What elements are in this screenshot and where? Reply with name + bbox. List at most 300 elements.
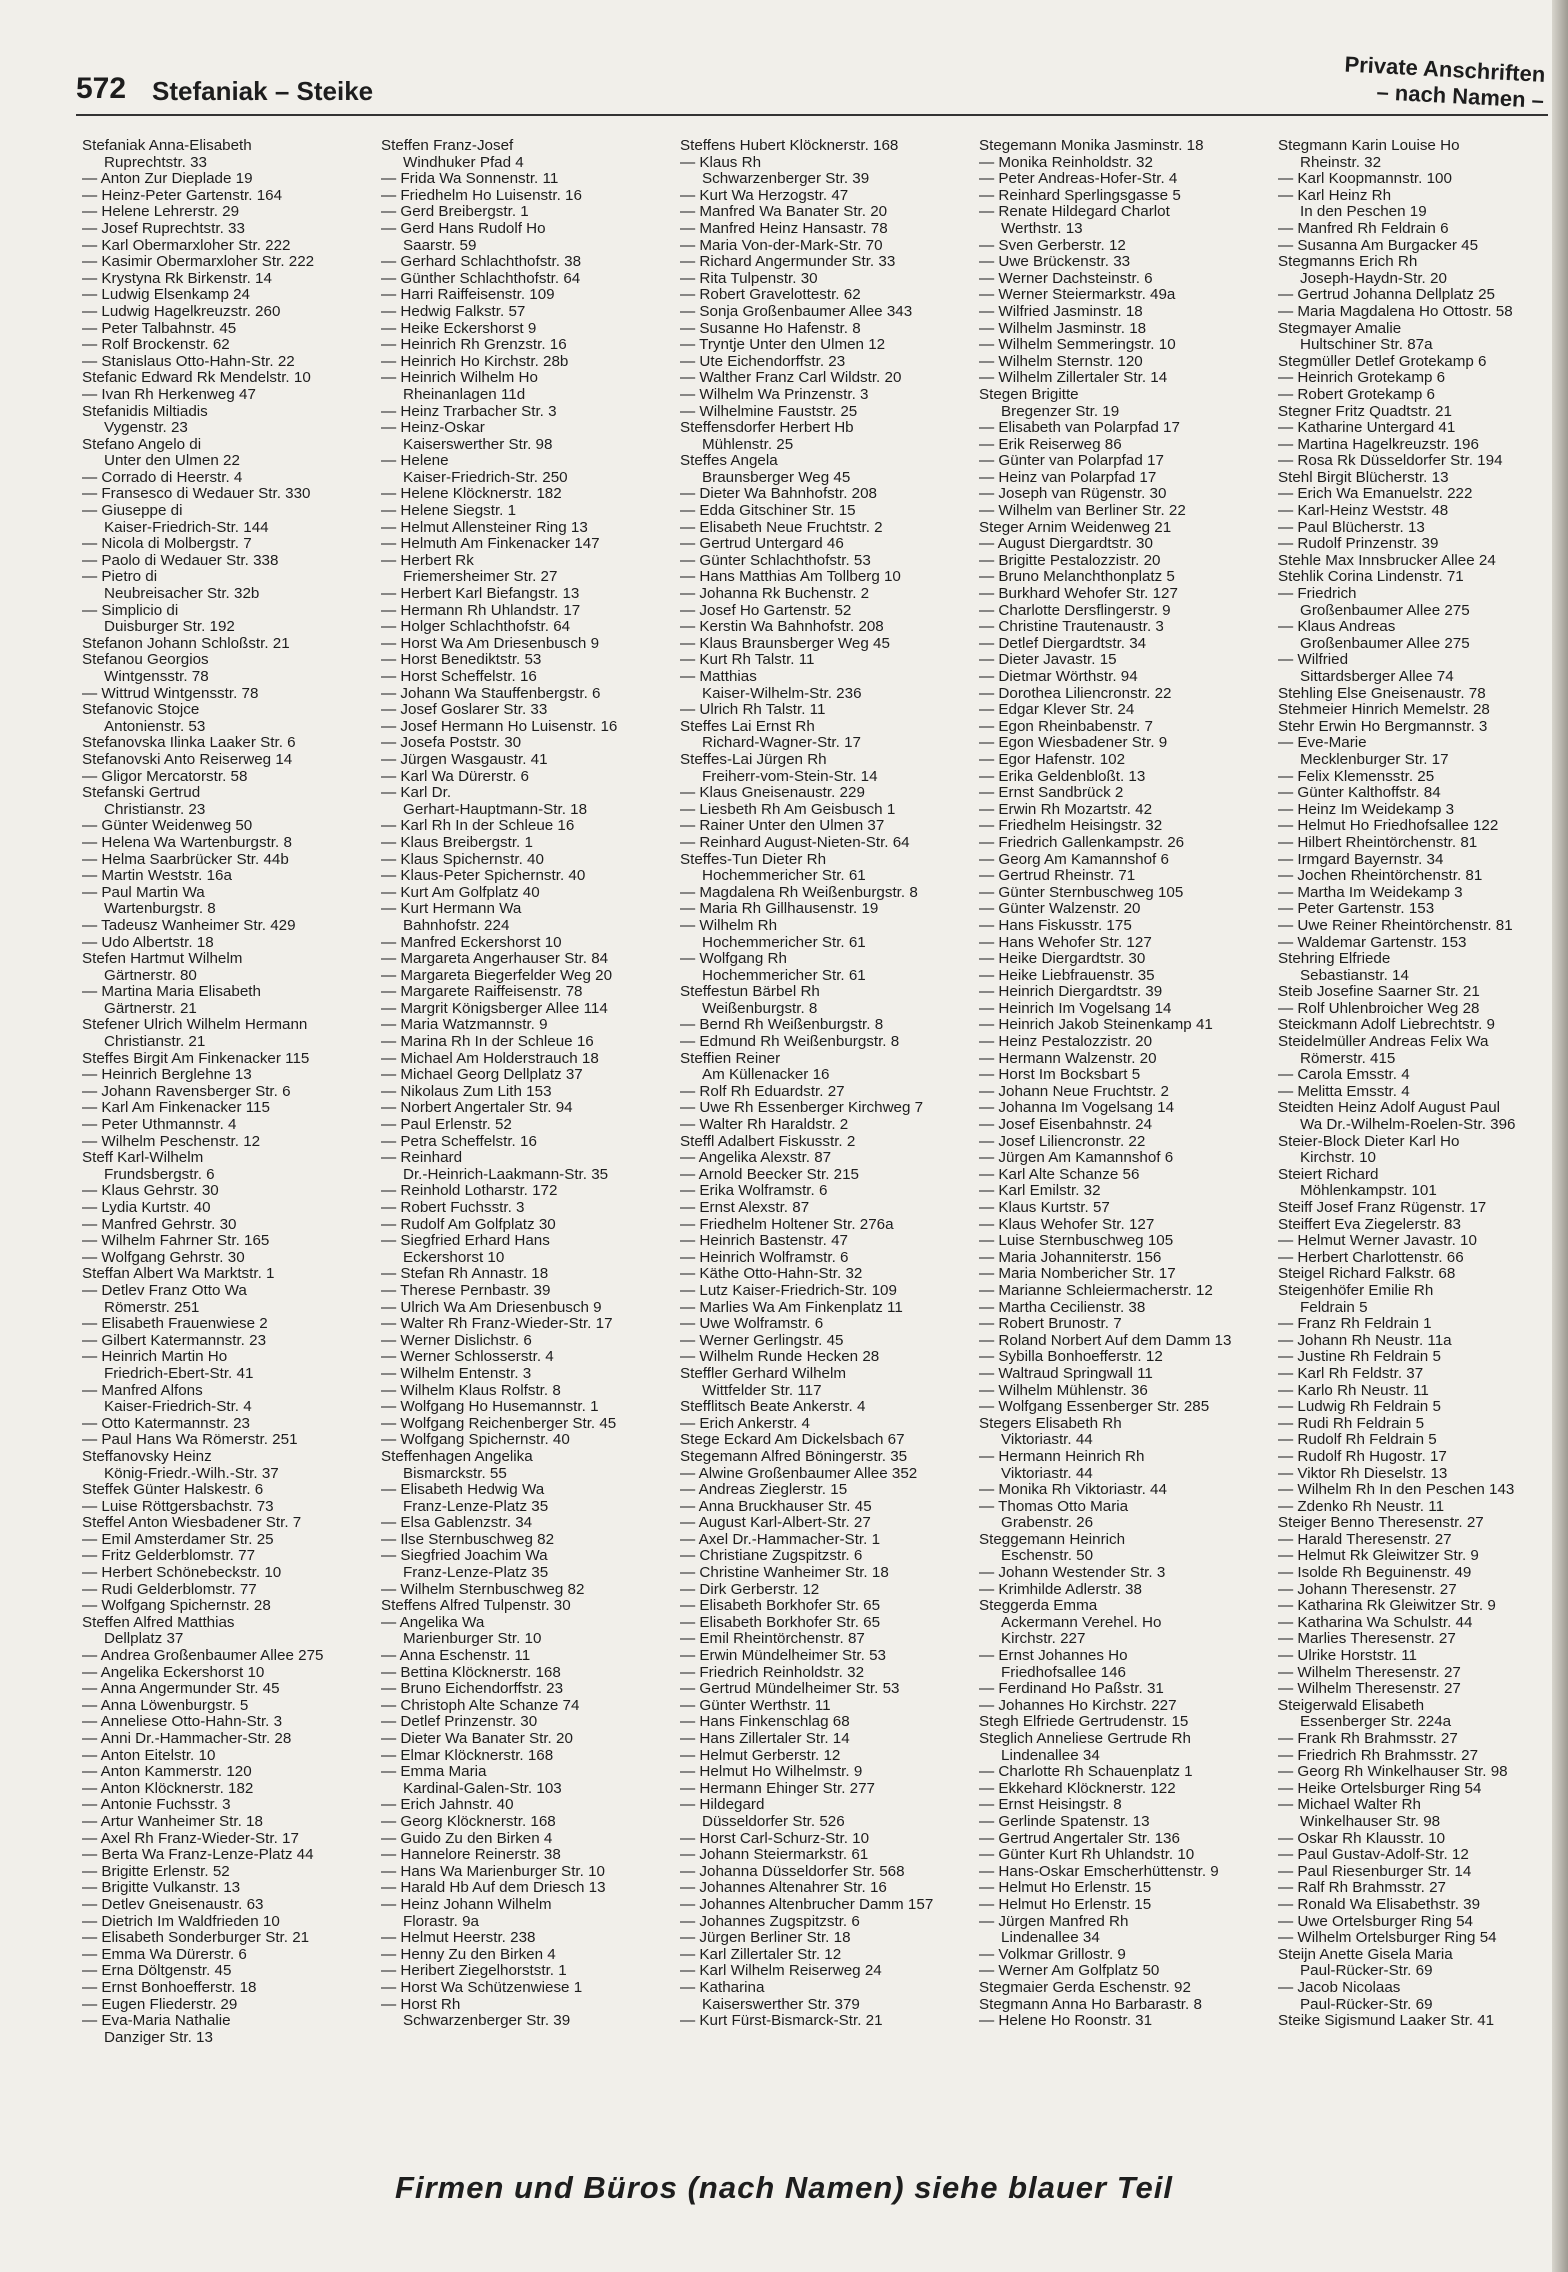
page-title: Stefaniak – Steike bbox=[152, 76, 374, 106]
directory-entry: — Erwin Rh Mozartstr. 42 bbox=[979, 800, 1153, 818]
directory-entry: — Rita Tulpenstr. 30 bbox=[680, 269, 818, 287]
directory-entry: — Tadeusz Wanheimer Str. 429 bbox=[82, 916, 296, 934]
directory-entry: — Ernst Johannes Ho bbox=[979, 1647, 1128, 1665]
directory-entry: — Gerhard Schlachthofstr. 38 bbox=[381, 253, 582, 271]
directory-entry: — Felix Klemensstr. 25 bbox=[1278, 767, 1435, 785]
address-continuation: Duisburger Str. 192 bbox=[104, 618, 235, 636]
directory-entry: — Georg Am Kamannshof 6 bbox=[979, 850, 1169, 868]
directory-entry: — Martina Maria Elisabeth bbox=[82, 983, 261, 1001]
address-continuation: Friedhofsallee 146 bbox=[1001, 1663, 1126, 1681]
directory-entry: — Katharina Rk Gleiwitzer Str. 9 bbox=[1278, 1597, 1496, 1615]
directory-entry: — Wilhelm Zillertaler Str. 14 bbox=[979, 369, 1168, 387]
directory-entry: — Joseph van Rügenstr. 30 bbox=[979, 485, 1167, 503]
directory-entry: — Egon Rheinbabenstr. 7 bbox=[979, 717, 1153, 735]
directory-entry: Steiger Benno Theresenstr. 27 bbox=[1278, 1514, 1484, 1532]
directory-entry: Stefanski Gertrud bbox=[82, 784, 201, 802]
directory-entry: — Katharina bbox=[680, 1978, 765, 1996]
directory-entry: — Manfred Rh Feldrain 6 bbox=[1278, 219, 1449, 237]
directory-entry: — Elsa Gablenzstr. 34 bbox=[381, 1514, 533, 1532]
directory-entry: — Ulrich Wa Am Driesenbusch 9 bbox=[381, 1298, 602, 1316]
directory-entry: — Jürgen Am Kamannshof 6 bbox=[979, 1149, 1174, 1167]
directory-entry: Stefaniak Anna-Elisabeth bbox=[82, 137, 252, 154]
directory-entry: — Roland Norbert Auf dem Damm 13 bbox=[979, 1331, 1232, 1349]
directory-entry: — Wolfgang Reichenberger Str. 45 bbox=[381, 1414, 617, 1432]
directory-entry: — Wilhelm Wa Prinzenstr. 3 bbox=[680, 385, 869, 403]
directory-entry: — Herbert Charlottenstr. 66 bbox=[1278, 1248, 1464, 1266]
directory-entry: — Günter van Polarpfad 17 bbox=[979, 452, 1164, 470]
directory-entry: Stehring Elfriede bbox=[1278, 950, 1391, 968]
directory-entry: — Helmut Werner Javastr. 10 bbox=[1278, 1232, 1477, 1250]
directory-entry: — Kurt Wa Herzogstr. 47 bbox=[680, 186, 849, 204]
directory-entry: — Dietrich Im Waldfrieden 10 bbox=[82, 1912, 280, 1930]
directory-entry: Steickmann Adolf Liebrechtstr. 9 bbox=[1278, 1016, 1495, 1034]
section-title bbox=[1343, 51, 1546, 113]
directory-entry: — Josef Eisenbahnstr. 24 bbox=[979, 1116, 1153, 1134]
directory-entry: — Heike Eckershorst 9 bbox=[381, 319, 537, 337]
directory-entry: — Karl Am Finkenacker 115 bbox=[82, 1099, 270, 1117]
directory-entry: — Karl Koopmannstr. 100 bbox=[1278, 170, 1452, 188]
directory-entry: Stegmayer Amalie bbox=[1278, 319, 1402, 337]
directory-entry: — Johanna Im Vogelsang 14 bbox=[979, 1099, 1175, 1117]
directory-entry: — Harald Hb Auf dem Driesch 13 bbox=[381, 1879, 606, 1897]
address-continuation: Bahnhofstr. 224 bbox=[403, 916, 510, 934]
directory-entry: — Heribert Ziegelhorststr. 1 bbox=[381, 1962, 567, 1980]
directory-entry: Steidten Heinz Adolf August Paul bbox=[1278, 1099, 1501, 1117]
page-number: 572 bbox=[76, 72, 127, 105]
directory-entry: — Fransesco di Wedauer Str. 330 bbox=[82, 485, 311, 503]
directory-entry: — Tryntje Unter den Ulmen 12 bbox=[680, 336, 886, 354]
directory-entry: — Karlo Rh Neustr. 11 bbox=[1278, 1381, 1429, 1399]
directory-entry: — Johannes Altenbrucher Damm 157 bbox=[680, 1895, 934, 1913]
directory-entry: — Helene Klöcknerstr. 182 bbox=[381, 485, 562, 503]
directory-entry: — Edmund Rh Weißenburgstr. 8 bbox=[680, 1033, 900, 1051]
address-continuation: Unter den Ulmen 22 bbox=[104, 452, 240, 470]
directory-entry: — Helene Ho Roonstr. 31 bbox=[979, 2012, 1153, 2030]
directory-entry: Stefanidis Miltiadis bbox=[82, 402, 208, 420]
directory-entry: — Martha Cecilienstr. 38 bbox=[979, 1298, 1146, 1316]
directory-entry: — Horst Carl-Schurz-Str. 10 bbox=[680, 1829, 870, 1847]
address-continuation: König-Friedr.-Wilh.-Str. 37 bbox=[104, 1464, 279, 1482]
directory-entry: — Heinrich Jakob Steinenkamp 41 bbox=[979, 1016, 1213, 1034]
address-continuation: Christianstr. 21 bbox=[104, 1033, 206, 1051]
directory-entry: — Uwe Rh Essenberger Kirchweg 7 bbox=[680, 1099, 924, 1117]
directory-entry: — Karl Rh In der Schleue 16 bbox=[381, 817, 575, 835]
directory-entry: — Andreas Zieglerstr. 15 bbox=[680, 1481, 848, 1499]
directory-entry: — Johann Ravensberger Str. 6 bbox=[82, 1082, 291, 1100]
directory-entry: — Siegfried Joachim Wa bbox=[381, 1547, 548, 1565]
directory-entry: — Carola Emsstr. 4 bbox=[1278, 1066, 1410, 1084]
directory-entry: — Dorothea Liliencronstr. 22 bbox=[979, 684, 1172, 702]
address-continuation: Antonienstr. 53 bbox=[104, 717, 206, 735]
address-continuation: Viktoriastr. 44 bbox=[1001, 1431, 1093, 1449]
directory-entry: — Hans Finkenschlag 68 bbox=[680, 1713, 850, 1731]
directory-entry: — Johann Neue Fruchtstr. 2 bbox=[979, 1082, 1169, 1100]
directory-entry: — Burkhard Wehofer Str. 127 bbox=[979, 585, 1178, 603]
directory-entry: — Wilhelm Sternbuschweg 82 bbox=[381, 1580, 585, 1598]
address-continuation: Friemersheimer Str. 27 bbox=[403, 568, 558, 586]
directory-entry: — Egor Hafenstr. 102 bbox=[979, 750, 1126, 768]
directory-entry: — Giuseppe di bbox=[82, 502, 183, 520]
directory-entry: — Marlies Wa Am Finkenplatz 11 bbox=[680, 1298, 903, 1316]
directory-entry: — Klaus Wehofer Str. 127 bbox=[979, 1215, 1155, 1233]
directory-entry: — Antonie Fuchsstr. 3 bbox=[82, 1796, 231, 1814]
directory-entry: Steggerda Emma bbox=[979, 1597, 1098, 1615]
directory-entry: — Reinhard bbox=[381, 1149, 463, 1167]
directory-entry: — Hans Zillertaler Str. 14 bbox=[680, 1730, 850, 1747]
directory-entry: Stefanic Edward Rk Mendelstr. 10 bbox=[82, 369, 311, 387]
directory-entry: — Helmut Rk Gleiwitzer Str. 9 bbox=[1278, 1547, 1479, 1565]
directory-entry: — Uwe Wolframstr. 6 bbox=[680, 1315, 824, 1333]
directory-entry: — Berta Wa Franz-Lenze-Platz 44 bbox=[82, 1846, 314, 1864]
directory-entry: — Gertrud Mündelheimer Str. 53 bbox=[680, 1680, 900, 1698]
directory-entry: — Monika Reinholdstr. 32 bbox=[979, 153, 1153, 171]
directory-entry: — Elisabeth Borkhofer Str. 65 bbox=[680, 1613, 881, 1631]
directory-entry: — Hildegard bbox=[680, 1796, 765, 1814]
directory-entry: — Peter Andreas-Hofer-Str. 4 bbox=[979, 170, 1178, 188]
address-continuation: Gärtnerstr. 21 bbox=[104, 999, 197, 1017]
directory-entry: — Herbert Karl Biefangstr. 13 bbox=[381, 585, 580, 603]
directory-entry: — Otto Katermannstr. 23 bbox=[82, 1414, 250, 1432]
address-continuation: Römerstr. 251 bbox=[104, 1298, 200, 1316]
directory-entry: — Wilfried Jasminstr. 18 bbox=[979, 302, 1143, 320]
directory-entry: — Axel Dr.-Hammacher-Str. 1 bbox=[680, 1530, 881, 1548]
address-continuation: Paul-Rücker-Str. 69 bbox=[1300, 1962, 1433, 1980]
directory-entry: — Karl Heinz Rh bbox=[1278, 186, 1392, 204]
directory-entry: — Wilfried bbox=[1278, 651, 1349, 669]
directory-entry: — Josefa Poststr. 30 bbox=[381, 734, 522, 752]
directory-entry: — Johanna Rk Buchenstr. 2 bbox=[680, 585, 870, 603]
address-continuation: Gerhart-Hauptmann-Str. 18 bbox=[403, 800, 588, 818]
directory-entry: — Maria Rh Gillhausenstr. 19 bbox=[680, 900, 879, 918]
directory-entry: — Axel Rh Franz-Wieder-Str. 17 bbox=[82, 1829, 299, 1847]
directory-entry: Steffien Reiner bbox=[680, 1049, 781, 1067]
directory-entry: — Erika Geldenbloßt. 13 bbox=[979, 767, 1146, 785]
directory-entry: — Rosa Rk Düsseldorfer Str. 194 bbox=[1278, 452, 1503, 470]
directory-entry: — Martha Im Weidekamp 3 bbox=[1278, 883, 1463, 901]
directory-entry: — Eugen Fliederstr. 29 bbox=[82, 1995, 238, 2013]
directory-entry: — Gerd Breibergstr. 1 bbox=[381, 203, 529, 221]
directory-entry: — Angelika Wa bbox=[381, 1613, 485, 1631]
directory-entry: — Bruno Eichendorffstr. 23 bbox=[381, 1680, 564, 1698]
directory-entry: — Dieter Wa Bahnhofstr. 208 bbox=[680, 485, 877, 503]
address-continuation: Düsseldorfer Str. 526 bbox=[702, 1812, 845, 1830]
directory-entry: — Rudolf Am Golfplatz 30 bbox=[381, 1215, 556, 1233]
directory-entry: Stefanovska Ilinka Laaker Str. 6 bbox=[82, 734, 296, 752]
footer-note: Firmen und Büros (nach Namen) siehe blauer Teil bbox=[395, 2170, 1173, 2205]
directory-entry: — Helena Wa Wartenburgstr. 8 bbox=[82, 833, 292, 851]
directory-entry: — Josef Liliencronstr. 22 bbox=[979, 1132, 1146, 1150]
directory-entry: — Wilhelm Sternstr. 120 bbox=[979, 352, 1143, 370]
directory-entry: Steidelmüller Andreas Felix Wa bbox=[1278, 1033, 1489, 1051]
directory-column-5 bbox=[1274, 138, 1564, 2030]
directory-entry: — Gilbert Katermannstr. 23 bbox=[82, 1331, 267, 1349]
directory-entry: — Elisabeth Borkhofer Str. 65 bbox=[680, 1597, 881, 1615]
directory-entry: — Michael Walter Rh bbox=[1278, 1796, 1421, 1814]
directory-entry: — Rudolf Rh Hugostr. 17 bbox=[1278, 1447, 1447, 1465]
directory-entry: — Wolfgang Spichernstr. 28 bbox=[82, 1597, 271, 1615]
directory-entry: — Johann Wa Stauffenbergstr. 6 bbox=[381, 684, 601, 702]
directory-entry: — Günther Schlachthofstr. 64 bbox=[381, 269, 581, 287]
directory-entry: — Kurt Hermann Wa bbox=[381, 900, 522, 918]
directory-entry: — Hermann Walzenstr. 20 bbox=[979, 1049, 1157, 1067]
directory-entry: — Paul Riesenburger Str. 14 bbox=[1278, 1862, 1472, 1880]
directory-entry: — Katharine Untergard 41 bbox=[1278, 419, 1456, 437]
directory-entry: — Ferdinand Ho Paßstr. 31 bbox=[979, 1680, 1164, 1698]
directory-entry: — Stefan Rh Annastr. 18 bbox=[381, 1265, 549, 1283]
address-continuation: Kirchstr. 227 bbox=[1001, 1630, 1086, 1648]
directory-entry: — Paul Blücherstr. 13 bbox=[1278, 518, 1425, 536]
directory-entry: — Helene bbox=[381, 452, 449, 470]
directory-entry: — Margrit Königsberger Allee 114 bbox=[381, 999, 608, 1017]
directory-entry: Stegner Fritz Quadtstr. 21 bbox=[1278, 402, 1452, 420]
directory-entry: — Wilhelm Fahrner Str. 165 bbox=[82, 1232, 270, 1250]
directory-entry: — Ralf Rh Brahmsstr. 27 bbox=[1278, 1879, 1446, 1897]
directory-entry: — Johannes Altenahrer Str. 16 bbox=[680, 1879, 887, 1897]
directory-entry: Steggemann Heinrich bbox=[979, 1530, 1126, 1548]
address-continuation: Franz-Lenze-Platz 35 bbox=[403, 1564, 549, 1582]
directory-entry: — Gligor Mercatorstr. 58 bbox=[82, 767, 248, 785]
directory-entry: — Herbert Rk bbox=[381, 551, 474, 569]
directory-entry: — Walter Rh Haraldstr. 2 bbox=[680, 1116, 849, 1134]
directory-entry: — Andrea Großenbaumer Allee 275 bbox=[82, 1647, 324, 1665]
directory-column-2 bbox=[377, 138, 667, 2030]
directory-entry: — Heinrich Ho Kirchstr. 28b bbox=[381, 352, 569, 370]
directory-entry: — Norbert Angertaler Str. 94 bbox=[381, 1099, 573, 1117]
directory-entry: — Luise Röttgersbachstr. 73 bbox=[82, 1497, 274, 1515]
directory-entry: — Bruno Melanchthonplatz 5 bbox=[979, 568, 1175, 586]
address-continuation: Römerstr. 415 bbox=[1300, 1049, 1396, 1067]
directory-entry: — Klaus Kurtstr. 57 bbox=[979, 1199, 1110, 1216]
directory-entry: — Jürgen Wasgaustr. 41 bbox=[381, 750, 548, 768]
directory-entry: Steffes-Tun Dieter Rh bbox=[680, 850, 827, 868]
directory-entry: — Emil Amsterdamer Str. 25 bbox=[82, 1530, 274, 1548]
directory-column-4 bbox=[975, 138, 1265, 2030]
directory-entry: — Rudolf Rh Feldrain 5 bbox=[1278, 1431, 1437, 1449]
address-continuation: Ruprechtstr. 33 bbox=[104, 153, 207, 171]
address-continuation: Weißenburgstr. 8 bbox=[702, 999, 818, 1017]
directory-entry: — Georg Rh Winkelhauser Str. 98 bbox=[1278, 1763, 1508, 1781]
directory-entry: — Wilhelm Klaus Rolfstr. 8 bbox=[381, 1381, 561, 1399]
address-continuation: Bregenzer Str. 19 bbox=[1001, 402, 1120, 420]
directory-entry: Steffes-Lai Jürgen Rh bbox=[680, 750, 827, 768]
directory-column-3 bbox=[676, 138, 966, 2030]
directory-entry: — Ekkehard Klöcknerstr. 122 bbox=[979, 1779, 1176, 1797]
directory-entry: — Robert Grotekamp 6 bbox=[1278, 385, 1435, 403]
directory-entry: — Brigitte Vulkanstr. 13 bbox=[82, 1879, 241, 1897]
directory-entry: — Wilhelm Rh bbox=[680, 916, 778, 934]
directory-entry: — Marianne Schleiermacherstr. 12 bbox=[979, 1281, 1213, 1299]
directory-entry: — Friedrich Gallenkampstr. 26 bbox=[979, 833, 1185, 851]
directory-entry: — Wolfgang Ho Husemannstr. 1 bbox=[381, 1398, 599, 1416]
directory-entry: — Johann Westender Str. 3 bbox=[979, 1564, 1166, 1582]
directory-entry: — Karl Zillertaler Str. 12 bbox=[680, 1945, 842, 1963]
directory-entry: — Reinhard Sperlingsgasse 5 bbox=[979, 186, 1181, 204]
directory-entry: Steffensdorfer Herbert Hb bbox=[680, 419, 854, 437]
directory-entry: Stehlik Corina Lindenstr. 71 bbox=[1278, 568, 1464, 586]
directory-entry: — Fritz Gelderblomstr. 77 bbox=[82, 1547, 256, 1565]
directory-entry: — Gertrud Rheinstr. 71 bbox=[979, 867, 1136, 885]
directory-entry: — Anton Klöcknerstr. 182 bbox=[82, 1779, 254, 1797]
directory-entry: — Lydia Kurtstr. 40 bbox=[82, 1199, 211, 1216]
directory-entry: Stegmann Karin Louise Ho bbox=[1278, 137, 1460, 154]
address-continuation: Hochemmericher Str. 61 bbox=[702, 933, 866, 951]
address-continuation: Wartenburgstr. 8 bbox=[104, 900, 216, 918]
directory-entry: — Martin Weststr. 16a bbox=[82, 867, 232, 885]
directory-entry: — Klaus Andreas bbox=[1278, 618, 1396, 636]
directory-entry: — Friedhelm Heisingstr. 32 bbox=[979, 817, 1163, 835]
directory-entry: — Günter Kalthoffstr. 84 bbox=[1278, 784, 1441, 802]
directory-entry: — Wolfgang Gehrstr. 30 bbox=[82, 1248, 245, 1266]
directory-entry: — Ludwig Rh Feldrain 5 bbox=[1278, 1398, 1441, 1416]
directory-entry: Steffel Anton Wiesbadener Str. 7 bbox=[82, 1514, 302, 1532]
directory-entry: — Rainer Unter den Ulmen 37 bbox=[680, 817, 885, 835]
directory-entry: Steger Arnim Weidenweg 21 bbox=[979, 518, 1172, 536]
directory-entry: Steffen Alfred Matthias bbox=[82, 1613, 235, 1631]
directory-entry: — Helmut Ho Erlenstr. 15 bbox=[979, 1879, 1152, 1897]
directory-entry: Steffens Alfred Tulpenstr. 30 bbox=[381, 1597, 571, 1615]
directory-entry: Steffanovsky Heinz bbox=[82, 1447, 212, 1465]
directory-entry: — Robert Brunostr. 7 bbox=[979, 1315, 1122, 1333]
directory-entry: — Kasimir Obermarxloher Str. 222 bbox=[82, 253, 315, 271]
directory-entry: Stegers Elisabeth Rh bbox=[979, 1414, 1122, 1432]
directory-entry: — Klaus Breibergstr. 1 bbox=[381, 833, 533, 851]
page-edge bbox=[1552, 0, 1568, 2272]
directory-entry: — Bernd Rh Weißenburgstr. 8 bbox=[680, 1016, 884, 1034]
directory-entry: — Günter Werthstr. 11 bbox=[680, 1696, 831, 1714]
directory-entry: — Frank Rh Brahmsstr. 27 bbox=[1278, 1730, 1458, 1747]
directory-entry: — Josef Hermann Ho Luisenstr. 16 bbox=[381, 717, 618, 735]
directory-entry: — Erich Ankerstr. 4 bbox=[680, 1414, 810, 1432]
directory-entry: — Robert Gravelottestr. 62 bbox=[680, 286, 861, 304]
directory-entry: Steffl Adalbert Fiskusstr. 2 bbox=[680, 1132, 856, 1150]
directory-entry: — Hans-Oskar Emscherhüttenstr. 9 bbox=[979, 1862, 1219, 1880]
directory-entry: — Paolo di Wedauer Str. 338 bbox=[82, 551, 279, 569]
directory-entry: — Horst Wa Schützenwiese 1 bbox=[381, 1978, 583, 1996]
directory-entry: Stefanovski Anto Reiserweg 14 bbox=[82, 750, 293, 768]
directory-entry: — Emma Maria bbox=[381, 1763, 487, 1781]
address-continuation: Schwarzenberger Str. 39 bbox=[403, 2012, 571, 2030]
directory-entry: — Siegfried Erhard Hans bbox=[381, 1232, 550, 1250]
directory-entry: — Ronald Wa Elisabethstr. 39 bbox=[1278, 1895, 1481, 1913]
directory-entry: — Johannes Ho Kirchstr. 227 bbox=[979, 1696, 1177, 1714]
directory-entry: — Manfred Gehrstr. 30 bbox=[82, 1215, 237, 1233]
directory-entry: — Georg Klöcknerstr. 168 bbox=[381, 1812, 556, 1830]
directory-entry: — Jacob Nicolaas bbox=[1278, 1978, 1401, 1996]
directory-entry: — Guido Zu den Birken 4 bbox=[381, 1829, 553, 1847]
directory-entry: — Wilhelm Rh In den Peschen 143 bbox=[1278, 1481, 1515, 1499]
directory-entry: — Waldemar Gartenstr. 153 bbox=[1278, 933, 1467, 951]
directory-entry: — Henny Zu den Birken 4 bbox=[381, 1945, 556, 1963]
address-continuation: In den Peschen 19 bbox=[1300, 203, 1427, 221]
directory-entry: Steiff Josef Franz Rügenstr. 17 bbox=[1278, 1199, 1487, 1216]
address-continuation: Marienburger Str. 10 bbox=[403, 1630, 542, 1648]
directory-entry: — Peter Talbahnstr. 45 bbox=[82, 319, 237, 337]
directory-entry: — Klaus Gneisenaustr. 229 bbox=[680, 784, 865, 802]
directory-entry: — Heinrich Rh Grenzstr. 16 bbox=[381, 336, 567, 354]
directory-entry: — Manfred Eckershorst 10 bbox=[381, 933, 562, 951]
directory-entry: — Hermann Ehinger Str. 277 bbox=[680, 1779, 876, 1797]
directory-entry: — Detlef Diergardtstr. 34 bbox=[979, 634, 1147, 652]
directory-entry: — Ernst Heisingstr. 8 bbox=[979, 1796, 1122, 1814]
directory-entry: — Martina Hagelkreuzstr. 196 bbox=[1278, 435, 1479, 453]
address-continuation: Kaiser-Friedrich-Str. 4 bbox=[104, 1398, 252, 1416]
directory-entry: — Gertrud Johanna Dellplatz 25 bbox=[1278, 286, 1495, 304]
directory-entry: — Reinhold Lotharstr. 172 bbox=[381, 1182, 558, 1200]
directory-entry: Stefflitsch Beate Ankerstr. 4 bbox=[680, 1398, 866, 1416]
directory-entry: — Stanislaus Otto-Hahn-Str. 22 bbox=[82, 352, 295, 370]
directory-entry: Steffenhagen Angelika bbox=[381, 1447, 533, 1465]
directory-entry: — Marlies Theresenstr. 27 bbox=[1278, 1630, 1456, 1648]
directory-entry: — Wittrud Wintgensstr. 78 bbox=[82, 684, 259, 702]
directory-entry: — Josef Ruprechtstr. 33 bbox=[82, 219, 245, 237]
directory-entry: — Rolf Rh Eduardstr. 27 bbox=[680, 1082, 845, 1100]
page-header bbox=[0, 0, 1568, 120]
directory-entry: — Günter Kurt Rh Uhlandstr. 10 bbox=[979, 1846, 1195, 1864]
directory-entry: — Simplicio di bbox=[82, 601, 179, 619]
directory-entry: — Ernst Bonhoefferstr. 18 bbox=[82, 1978, 257, 1996]
directory-entry: — Irmgard Bayernstr. 34 bbox=[1278, 850, 1444, 868]
directory-entry: — Kurt Fürst-Bismarck-Str. 21 bbox=[680, 2012, 883, 2030]
directory-entry: — Helmut Allensteiner Ring 13 bbox=[381, 518, 588, 536]
directory-entry: Steffen Franz-Josef bbox=[381, 137, 514, 154]
directory-entry: — Erik Reiserweg 86 bbox=[979, 435, 1122, 453]
directory-entry: — Ernst Sandbrück 2 bbox=[979, 784, 1124, 802]
directory-entry: — Friedrich bbox=[1278, 585, 1357, 603]
address-continuation: Sebastianstr. 14 bbox=[1300, 966, 1409, 984]
directory-entry: — Zdenko Rh Neustr. 11 bbox=[1278, 1497, 1445, 1515]
directory-entry: — Klaus Spichernstr. 40 bbox=[381, 850, 544, 868]
directory-entry: — Hermann Rh Uhlandstr. 17 bbox=[381, 601, 581, 619]
directory-entry: Stefener Ulrich Wilhelm Hermann bbox=[82, 1016, 308, 1034]
directory-entry: — Sybilla Bonhoefferstr. 12 bbox=[979, 1348, 1163, 1366]
directory-entry: — Dieter Javastr. 15 bbox=[979, 651, 1117, 669]
directory-entry: — Horst Benediktstr. 53 bbox=[381, 651, 542, 669]
directory-entry: Stegmanns Erich Rh bbox=[1278, 253, 1418, 271]
directory-entry: — Walther Franz Carl Wildstr. 20 bbox=[680, 369, 902, 387]
directory-entry: — Wilhelm Ortelsburger Ring 54 bbox=[1278, 1929, 1497, 1947]
directory-entry: — Thomas Otto Maria bbox=[979, 1497, 1129, 1515]
directory-entry: — Krystyna Rk Birkenstr. 14 bbox=[82, 269, 272, 287]
address-continuation: Sittardsberger Allee 74 bbox=[1300, 668, 1454, 685]
directory-entry: — Nicola di Molbergstr. 7 bbox=[82, 535, 252, 553]
directory-entry: — Ernst Alexstr. 87 bbox=[680, 1199, 810, 1216]
header-rule bbox=[76, 114, 1548, 116]
directory-entry: — Wilhelm Jasminstr. 18 bbox=[979, 319, 1147, 337]
directory-entry: — Helene Lehrerstr. 29 bbox=[82, 203, 240, 221]
directory-entry: — Renate Hildegard Charlot bbox=[979, 203, 1170, 221]
address-continuation: Rheinstr. 32 bbox=[1300, 153, 1382, 171]
section-title-line1: Private Anschriften bbox=[1344, 51, 1546, 87]
directory-entry: — Helmut Gerberstr. 12 bbox=[680, 1746, 841, 1764]
directory-entry: Steffens Hubert Klöcknerstr. 168 bbox=[680, 137, 899, 154]
directory-entry: — Wilhelm Semmeringstr. 10 bbox=[979, 336, 1176, 354]
address-continuation: Danziger Str. 13 bbox=[104, 2028, 213, 2046]
directory-entry: — Artur Wanheimer Str. 18 bbox=[82, 1812, 263, 1830]
directory-entry: — Uwe Reiner Rheintörchenstr. 81 bbox=[1278, 916, 1513, 934]
directory-entry: Stegh Elfriede Gertrudenstr. 15 bbox=[979, 1713, 1189, 1731]
address-continuation: Wittfelder Str. 117 bbox=[702, 1381, 822, 1399]
directory-entry: — Heinrich Grotekamp 6 bbox=[1278, 369, 1446, 387]
address-continuation: Dr.-Heinrich-Laakmann-Str. 35 bbox=[403, 1165, 609, 1183]
directory-entry: — Wolfgang Spichernstr. 40 bbox=[381, 1431, 570, 1449]
directory-entry: Stehr Erwin Ho Bergmannstr. 3 bbox=[1278, 717, 1488, 735]
directory-entry: — Horst Wa Am Driesenbusch 9 bbox=[381, 634, 600, 652]
address-continuation: Kaiser-Friedrich-Str. 250 bbox=[403, 468, 568, 486]
directory-entry: Stefen Hartmut Wilhelm bbox=[82, 950, 243, 968]
address-continuation: Florastr. 9a bbox=[403, 1912, 479, 1930]
directory-entry: Steike Sigismund Laaker Str. 41 bbox=[1278, 2012, 1495, 2030]
directory-entry: — Helmut Ho Erlenstr. 15 bbox=[979, 1895, 1152, 1913]
